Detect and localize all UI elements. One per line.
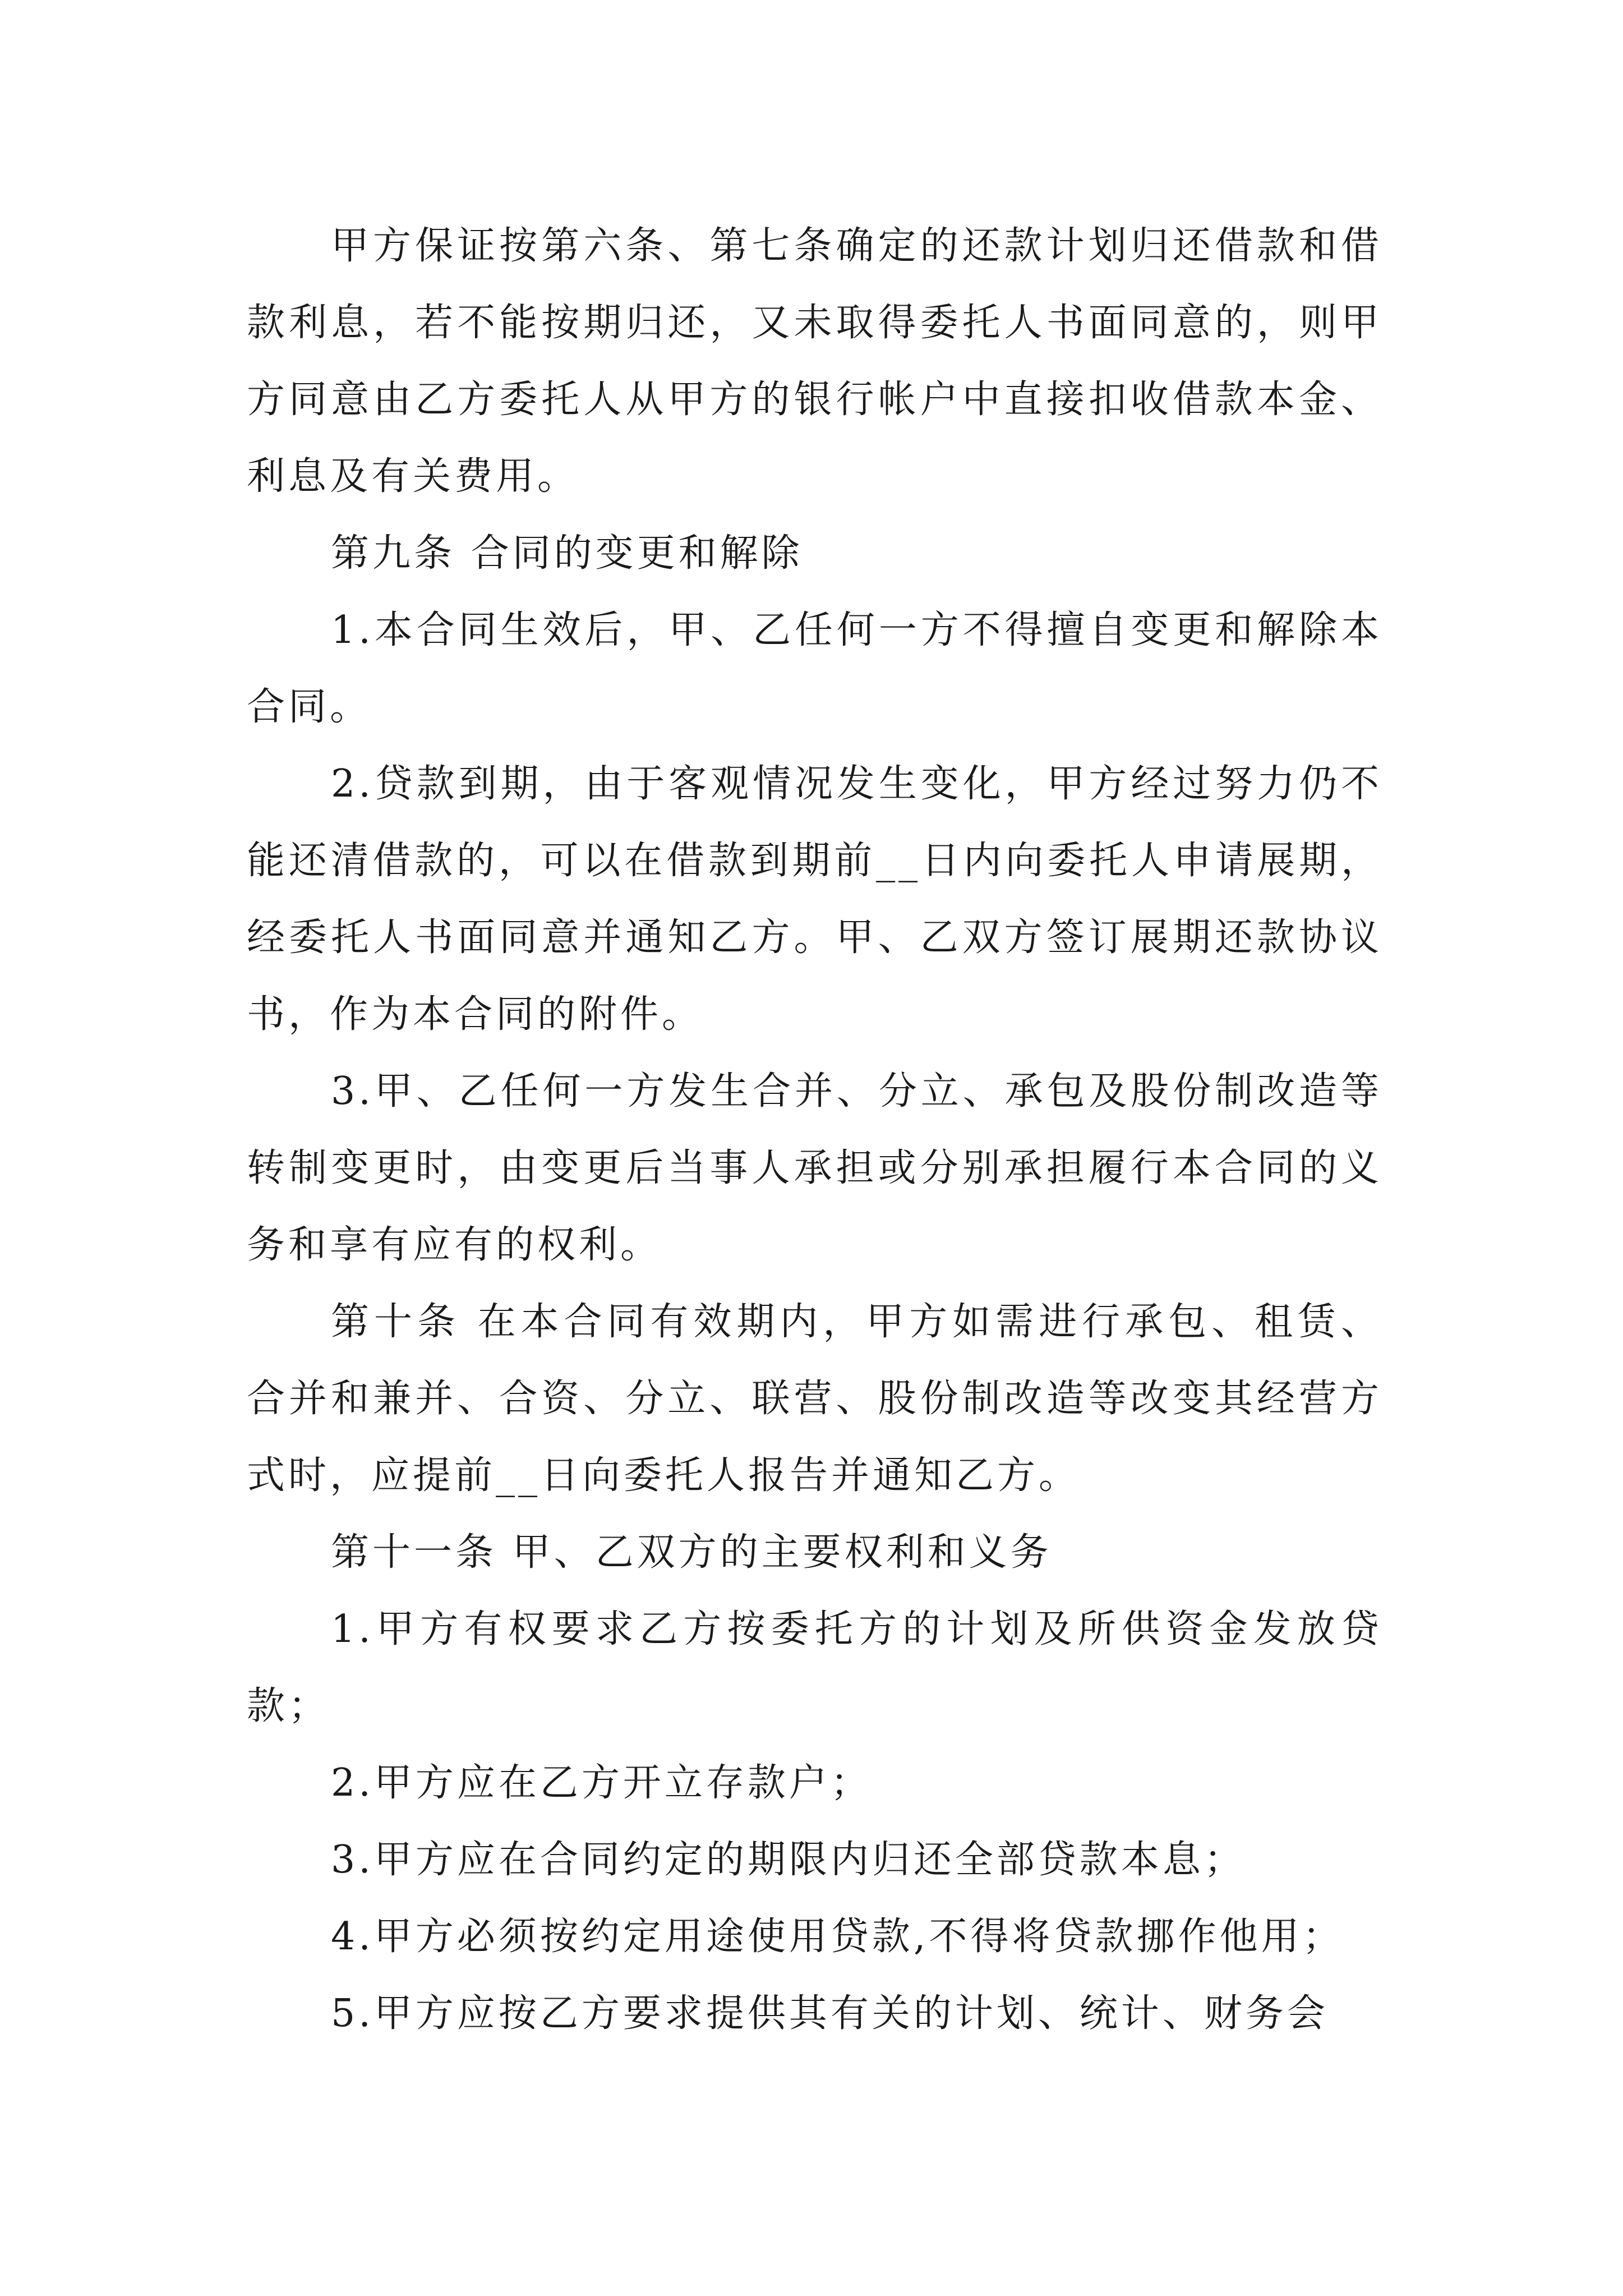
paragraph-article-11-item-3: 3.甲方应在合同约定的期限内归还全部贷款本息； [331, 1838, 1246, 1882]
paragraph-repayment-guarantee: 甲方保证按第六条、第七条确定的还款计划归还借款和借款利息，若不能按期归还，又未取得委托人书面同意的，则甲方同意由乙方委托人从甲方的银行帐户中直接扣收借款本金、利息及有关费用。 [247, 224, 1382, 499]
paragraph-article-9-item-1: 1.本合同生效后，甲、乙任何一方不得擅自变更和解除本合同。 [247, 608, 1382, 729]
paragraph-article-9-item-3: 3.甲、乙任何一方发生合并、分立、承包及股份制改造等转制变更时，由变更后当事人承担或分别承担履行本合同的义务和享有应有的权利。 [247, 1069, 1382, 1267]
paragraph-article-10: 第十条 在本合同有效期内，甲方如需进行承包、租赁、合并和兼并、合资、分立、联营、股份制改造等改变其经营方式时，应提前__日向委托人报告并通知乙方。 [247, 1300, 1382, 1498]
paragraph-article-11-item-4: 4.甲方必须按约定用途使用贷款,不得将贷款挪作他用； [331, 1915, 1344, 1959]
document-body [247, 208, 1382, 2052]
paragraph-article-11-item-1: 1.甲方有权要求乙方按委托方的计划及所供资金发放贷款； [247, 1607, 1382, 1728]
paragraph-article-9-item-2: 2.贷款到期，由于客观情况发生变化，甲方经过努力仍不能还清借款的，可以在借款到期前__日内向委托人申请展期，经委托人书面同意并通知乙方。甲、乙双方签订展期还款协议书，作为本合同的附件。 [247, 762, 1382, 1037]
paragraph-article-11-item-5: 5.甲方应按乙方要求提供其有关的计划、统计、财务会 [331, 1991, 1329, 2036]
heading-article-9: 第九条 合同的变更和解除 [331, 531, 803, 576]
heading-article-11: 第十一条 甲、乙双方的主要权利和义务 [331, 1530, 1052, 1575]
paragraph-article-11-item-2: 2.甲方应在乙方开立存款户； [331, 1761, 872, 1805]
